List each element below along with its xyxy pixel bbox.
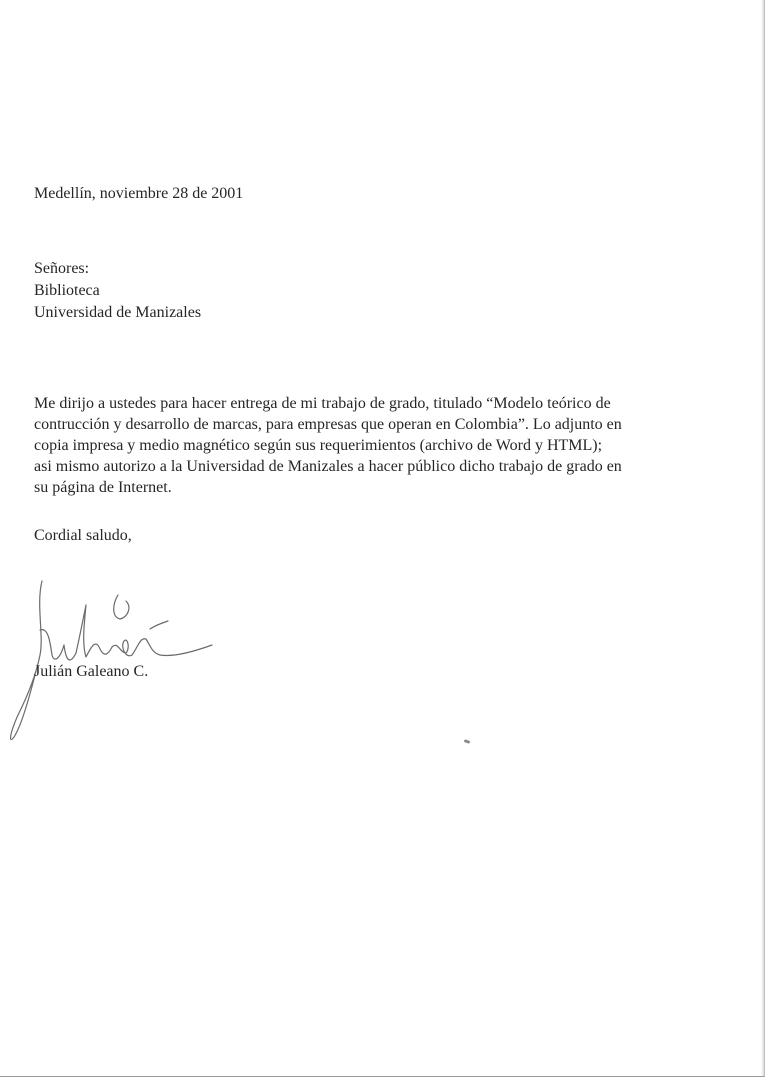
closing-line: Cordial saludo, xyxy=(34,527,132,544)
body-paragraph xyxy=(34,393,654,498)
date-line: Medellín, noviembre 28 de 2001 xyxy=(34,185,244,202)
addressee-line-2: Universidad de Manizales xyxy=(34,304,202,321)
addressee-salutation: Señores: xyxy=(34,260,90,277)
addressee-block xyxy=(34,258,201,324)
body-line: Me dirijo a ustedes para hacer entrega de mi trabajo de grado, titulado “Modelo teórico de xyxy=(34,395,611,412)
addressee-line-1: Biblioteca xyxy=(34,282,100,299)
signer-name: Julián Galeano C. xyxy=(34,663,149,680)
body-line: contrucción y desarrollo de marcas, para empresas que operan en Colombia”. Lo adjunto en xyxy=(34,416,622,433)
body-line: su página de Internet. xyxy=(34,479,172,496)
body-line: copia impresa y medio magnético según sus requerimientos (archivo de Word y HTML); xyxy=(34,437,603,454)
body-line: asi mismo autorizo a la Universidad de Manizales a hacer público dicho trabajo de grado en xyxy=(34,458,622,475)
scan-edge-shadow xyxy=(761,0,764,1077)
paper-speck xyxy=(464,739,471,744)
